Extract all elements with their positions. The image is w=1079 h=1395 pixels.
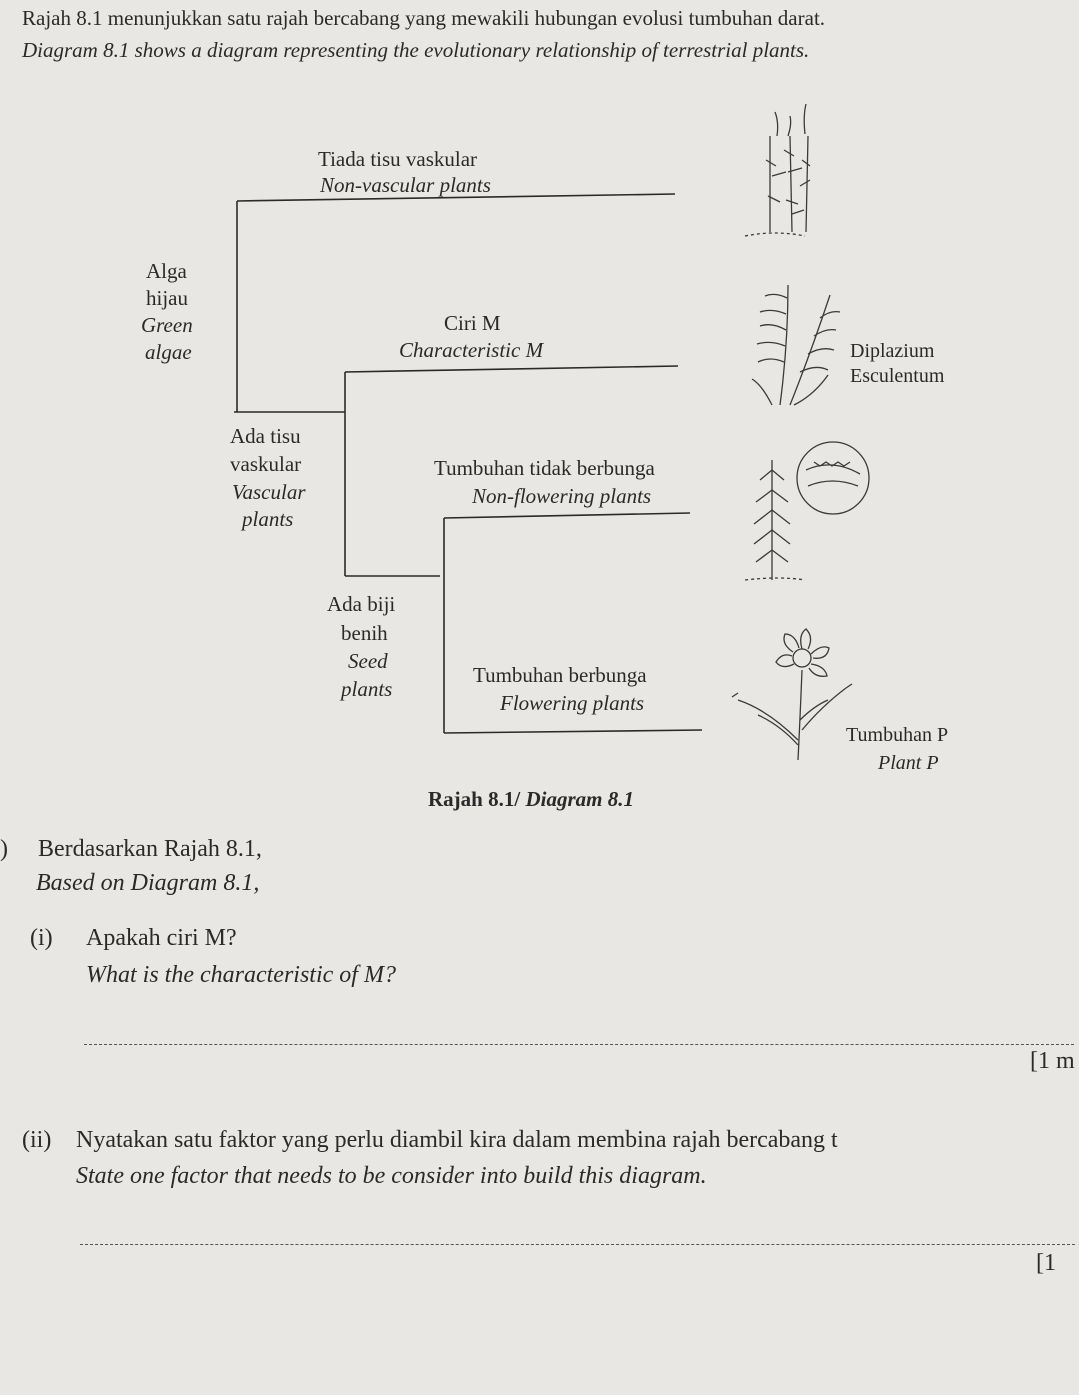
flowering-label-my: Tumbuhan berbunga bbox=[473, 663, 647, 687]
question-number: ) bbox=[0, 836, 8, 862]
branch-characteristic-m bbox=[345, 366, 678, 372]
q1-text-my: Apakah ciri M? bbox=[86, 925, 237, 951]
root-label-en-2: algae bbox=[145, 340, 192, 364]
characteristic-m-label-en: Characteristic M bbox=[399, 338, 544, 362]
nonvascular-label-en: Non-vascular plants bbox=[320, 173, 491, 197]
diagram-caption-my: Rajah 8.1/ bbox=[428, 787, 526, 811]
root-label-en-1: Green bbox=[141, 313, 193, 337]
moss-icon bbox=[745, 104, 810, 236]
header-line-english: Diagram 8.1 shows a diagram representing the evolutionary relationship of terrestrial plants. bbox=[22, 38, 810, 62]
q2-text-my: Nyatakan satu faktor yang perlu diambil kira dalam membina rajah bercabang t bbox=[76, 1127, 838, 1153]
nonflowering-label-my: Tumbuhan tidak berbunga bbox=[434, 456, 655, 480]
flowering-label-en: Flowering plants bbox=[500, 691, 645, 715]
fern-name-line2: Esculentum bbox=[850, 365, 945, 387]
vascular-label-en-1: Vascular bbox=[232, 480, 306, 504]
characteristic-m-label-my: Ciri M bbox=[444, 311, 501, 335]
root-label-my-1: Alga bbox=[146, 259, 187, 283]
branch-nonflowering bbox=[444, 513, 690, 518]
root-label-my-2: hijau bbox=[146, 286, 188, 310]
diagram-caption-en: Diagram 8.1 bbox=[525, 787, 634, 811]
question-intro-my: Berdasarkan Rajah 8.1, bbox=[38, 836, 262, 862]
q2-text-en: State one factor that needs to be consider into build this diagram. bbox=[76, 1163, 707, 1189]
vascular-label-my-2: vaskular bbox=[230, 452, 302, 476]
q2-number: (ii) bbox=[22, 1127, 52, 1153]
question-intro-en: Based on Diagram 8.1, bbox=[36, 870, 260, 896]
q2-answer-line[interactable] bbox=[80, 1244, 1075, 1245]
q2-marks: [1 bbox=[1036, 1250, 1056, 1276]
header-line-malay: Rajah 8.1 menunjukkan satu rajah bercabang yang mewakili hubungan evolusi tumbuhan darat. bbox=[22, 6, 826, 30]
q1-marks: [1 m bbox=[1030, 1048, 1075, 1074]
vascular-label-en-2: plants bbox=[242, 507, 294, 531]
diagram-caption bbox=[428, 787, 634, 812]
branch-flowering bbox=[444, 730, 702, 733]
plant-p-label-my: Tumbuhan P bbox=[846, 724, 949, 746]
q1-text-en: What is the characteristic of M? bbox=[86, 962, 396, 988]
nonvascular-label-my: Tiada tisu vaskular bbox=[318, 147, 478, 171]
seed-label-en-2: plants bbox=[341, 677, 393, 701]
q1-number: (i) bbox=[30, 925, 53, 951]
q1-answer-line[interactable] bbox=[84, 1044, 1074, 1045]
fern-icon bbox=[752, 285, 840, 405]
fern-name-line1: Diplazium bbox=[850, 340, 935, 362]
seed-label-en-1: Seed bbox=[348, 649, 388, 673]
flowering-plant-icon bbox=[732, 629, 852, 760]
plant-p-label-en: Plant P bbox=[878, 752, 939, 774]
seed-label-my-2: benih bbox=[341, 621, 388, 645]
vascular-label-my-1: Ada tisu bbox=[230, 424, 301, 448]
conifer-icon bbox=[745, 442, 869, 580]
nonflowering-label-en: Non-flowering plants bbox=[472, 484, 652, 508]
seed-label-my-1: Ada biji bbox=[327, 592, 396, 616]
magnified-cone-icon bbox=[797, 442, 869, 514]
